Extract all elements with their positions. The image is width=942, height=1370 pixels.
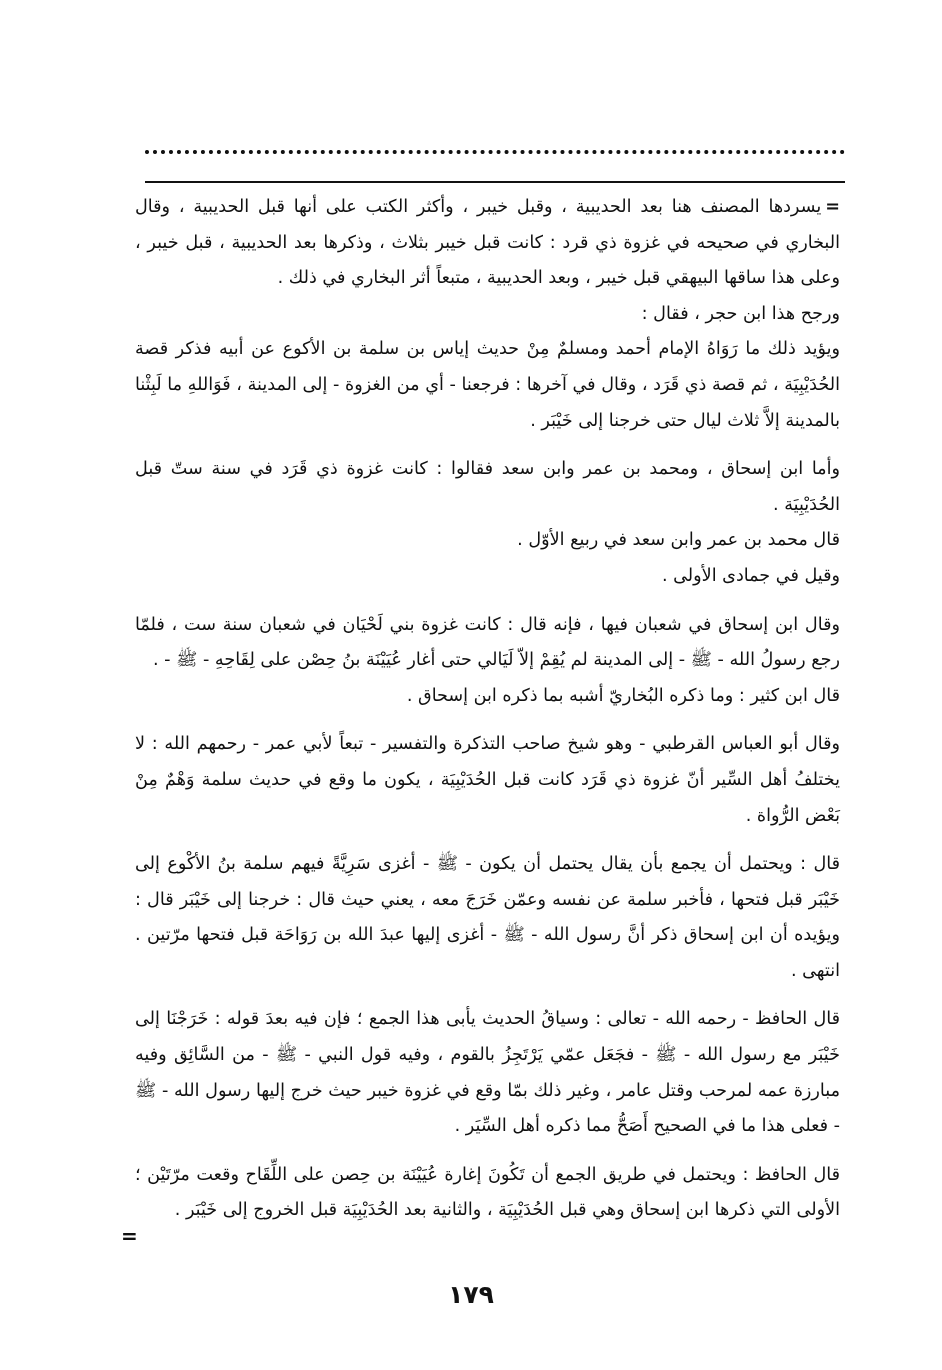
paragraph-7: وقال ابن إسحاق في شعبان فيها ، فإنه قال : كانت غزوة بني لَحْيَان في شعبان سنة ست ، فلمّا رجع رسولُ الله - ﷺ - إلى المدينة لم يُقِمْ إلاّ لَيَالي حتى أغار عُيَيْنَة بنُ حِصْن على لِقَاحِهِ - ﷺ - .	[135, 614, 840, 671]
paragraph-text: يسردها المصنف هنا بعد الحديبية ، وقبل خيبر ، وأكثر الكتب على أنها قبل الحديبية ، وقال البخاري في صحيحه في غزوة ذي قرد : كانت قبل خيبر بثلاث ، وذكرها بعد الحديبية ، قبل خيبر ، وعلى هذا ساقها البيهقي قبل خيبر ، وبعد الحديبية ، متبعاً أثر البخاري في ذلك .	[135, 197, 840, 289]
paragraph-5: قال محمد بن عمر وابن سعد في ربيع الأوّل .	[517, 530, 840, 551]
dotted-divider	[145, 150, 845, 168]
paragraph-1	[135, 190, 840, 297]
paragraph-11: قال الحافظ - رحمه الله - تعالى : وسياقُ الحديث يأبى هذا الجمع ؛ فإن فيه بعدَ قوله : خَرَجْنَا إلى خَيْبَر مع رسول الله - ﷺ - فجَعَل عمّي يَرْتَجِزُ بالقوم ، وفيه قول النبي - ﷺ - من السَّائِق وفيه مبارزة عمه لمرحب وقتل عامر ، وغير ذلك بمّا وقع في غزوة خيبر حيث خرج إليها رسول الله - ﷺ - فعلى هذا ما في الصحيح أَصَحُّ مما ذكره أهل السِّيَر .	[135, 1009, 840, 1137]
paragraph-8: قال ابن كثير : وما ذكره البُخاريّ أشبه بما ذكره ابن إسحاق .	[406, 685, 840, 706]
paragraph-9: وقال أبو العباس القرطبي - وهو شيخ صاحب التذكرة والتفسير - تبعاً لأبي عمر - رحمهم الله : لا يختلفُ أهل السِّير أنّ غزوة ذي قَرَد كانت قبل الحُدَيْبِيَة ، يكون ما وقع في حديث سلمة وَهْمٌ مِنْ بَعْض الرُّواة .	[135, 734, 840, 826]
paragraph-3: ويؤيد ذلك ما رَوَاهُ الإمام أحمد ومسلمٌ مِنْ حديث إياس بن سلمة بن الأكوع عن أبيه فذكر قصة الحُدَيْبِيَة ، ثم قصة ذي قَرَد ، وقال في آخرها : فرجعنا - أي من الغزوة - إلى المدينة ، فَوَاللهِ ما لَبِثْنا بالمدينة إلاَّ ثلاث ليال حتى خرجنا إلى خَيْبَر .	[135, 339, 840, 431]
continuation-mark: =	[825, 197, 840, 217]
page-number: ١٧٩	[448, 1280, 494, 1309]
paragraph-4: وأما ابن إسحاق ، ومحمد بن عمر وابن سعد فقالوا : كانت غزوة ذي قَرَد في سنة ستّ قبل الحُدَيْبِيَة .	[135, 459, 840, 515]
paragraph-10: قال : ويحتمل أن يجمع بأن يقال يحتمل أن يكون - ﷺ - أغزى سَرِيَّةً فيهم سلمة بنُ الأكْوع إلى خَيْبَر قبل فتحها ، فأخبر سلمة عن نفسه وعمّن خَرَجَ معه ، يعني حيث قال : خرجنا إلى خَيْبَر قال : ويؤيده أن ابن إسحاق ذكر أنَّ رسول الله - ﷺ - أغزى إليها عبدَ الله بن رَوَاحَة قبل فتحها مرّتين . انتهى .	[135, 854, 840, 981]
paragraph-12: قال الحافظ : ويحتمل في طريق الجمع أن تَكُونَ إغارة عُيَيْنَة بن حِصن على اللِّقَاح وقعت مرّتَيْن ؛ الأولى التي ذكرها ابن إسحاق وهي قبل الحُدَيْبِيَة ، والثانية بعد الحُدَيْبِيَة قبل الخروج إلى خَيْبَر .	[135, 1164, 840, 1221]
footnote-text	[135, 190, 840, 1229]
paragraph-2: ورجح هذا ابن حجر ، فقال :	[641, 303, 840, 324]
footnote-separator-line	[145, 181, 845, 183]
continuation-end-mark: =	[121, 1224, 138, 1248]
paragraph-6: وقيل في جمادى الأولى .	[661, 565, 840, 586]
